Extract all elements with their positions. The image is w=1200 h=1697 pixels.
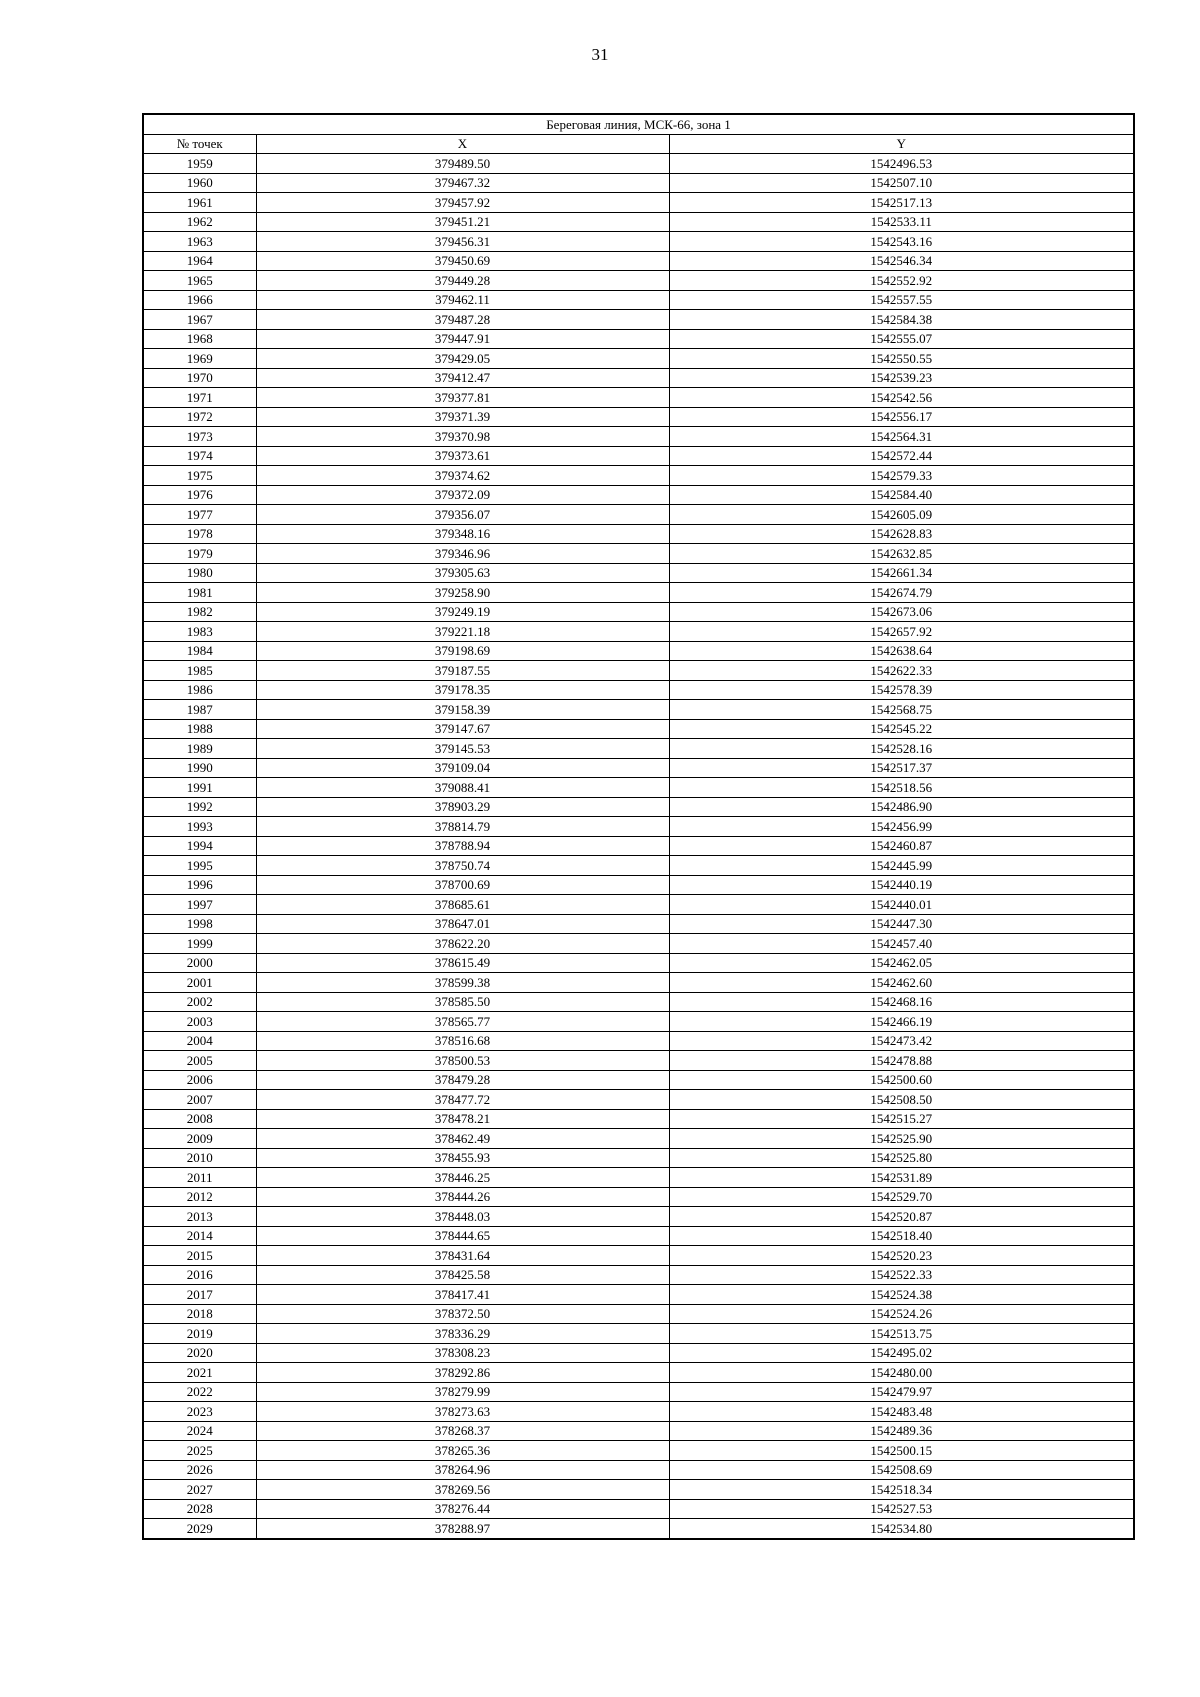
- y-coordinate-cell: 1542525.80: [669, 1148, 1134, 1168]
- x-coordinate-cell: 378500.53: [256, 1051, 669, 1071]
- point-number-cell: 1985: [143, 661, 256, 681]
- x-coordinate-cell: 378446.25: [256, 1168, 669, 1188]
- table-row: [143, 368, 1134, 388]
- x-coordinate-cell: 378462.49: [256, 1129, 669, 1149]
- y-coordinate-cell: 1542579.33: [669, 466, 1134, 486]
- table-row: [143, 1402, 1134, 1422]
- x-coordinate-cell: 378444.65: [256, 1226, 669, 1246]
- table-row: [143, 602, 1134, 622]
- y-coordinate-cell: 1542440.19: [669, 875, 1134, 895]
- table-row: [143, 505, 1134, 525]
- x-coordinate-cell: 378273.63: [256, 1402, 669, 1422]
- x-coordinate-cell: 378372.50: [256, 1304, 669, 1324]
- y-coordinate-cell: 1542568.75: [669, 700, 1134, 720]
- y-coordinate-cell: 1542556.17: [669, 407, 1134, 427]
- x-coordinate-cell: 378292.86: [256, 1363, 669, 1383]
- point-number-cell: 1976: [143, 485, 256, 505]
- table-body: [143, 154, 1134, 1539]
- y-coordinate-cell: 1542456.99: [669, 817, 1134, 837]
- table-row: [143, 1265, 1134, 1285]
- x-coordinate-cell: 378417.41: [256, 1285, 669, 1305]
- x-coordinate-cell: 379249.19: [256, 602, 669, 622]
- point-number-cell: 2001: [143, 973, 256, 993]
- table-row: [143, 407, 1134, 427]
- point-number-cell: 2004: [143, 1031, 256, 1051]
- point-number-cell: 1968: [143, 329, 256, 349]
- point-number-cell: 2029: [143, 1519, 256, 1539]
- y-coordinate-cell: 1542661.34: [669, 563, 1134, 583]
- point-number-cell: 1979: [143, 544, 256, 564]
- y-coordinate-cell: 1542638.64: [669, 641, 1134, 661]
- x-coordinate-cell: 378477.72: [256, 1090, 669, 1110]
- table-row: [143, 427, 1134, 447]
- x-coordinate-cell: 379198.69: [256, 641, 669, 661]
- point-number-cell: 1974: [143, 446, 256, 466]
- y-coordinate-cell: 1542520.87: [669, 1207, 1134, 1227]
- coordinates-table: [142, 113, 1135, 1540]
- table-row: [143, 485, 1134, 505]
- point-number-cell: 1986: [143, 680, 256, 700]
- x-coordinate-cell: 378788.94: [256, 836, 669, 856]
- x-coordinate-cell: 379346.96: [256, 544, 669, 564]
- point-number-cell: 2028: [143, 1499, 256, 1519]
- y-coordinate-cell: 1542483.48: [669, 1402, 1134, 1422]
- x-coordinate-cell: 379451.21: [256, 212, 669, 232]
- y-coordinate-cell: 1542578.39: [669, 680, 1134, 700]
- point-number-cell: 1989: [143, 739, 256, 759]
- point-number-cell: 2010: [143, 1148, 256, 1168]
- y-coordinate-cell: 1542572.44: [669, 446, 1134, 466]
- table-row: [143, 1480, 1134, 1500]
- x-coordinate-cell: 378615.49: [256, 953, 669, 973]
- x-coordinate-cell: 378268.37: [256, 1421, 669, 1441]
- table-header-row: [143, 134, 1134, 154]
- y-coordinate-cell: 1542508.69: [669, 1460, 1134, 1480]
- y-coordinate-cell: 1542542.56: [669, 388, 1134, 408]
- y-coordinate-cell: 1542584.40: [669, 485, 1134, 505]
- point-number-cell: 2027: [143, 1480, 256, 1500]
- x-coordinate-cell: 378444.26: [256, 1187, 669, 1207]
- y-coordinate-cell: 1542517.37: [669, 758, 1134, 778]
- point-number-cell: 2011: [143, 1168, 256, 1188]
- point-number-cell: 1982: [143, 602, 256, 622]
- y-coordinate-cell: 1542445.99: [669, 856, 1134, 876]
- point-number-cell: 1987: [143, 700, 256, 720]
- y-coordinate-cell: 1542460.87: [669, 836, 1134, 856]
- x-coordinate-cell: 379467.32: [256, 173, 669, 193]
- point-number-cell: 1997: [143, 895, 256, 915]
- y-coordinate-cell: 1542447.30: [669, 914, 1134, 934]
- x-coordinate-cell: 379373.61: [256, 446, 669, 466]
- x-coordinate-cell: 379429.05: [256, 349, 669, 369]
- y-coordinate-cell: 1542584.38: [669, 310, 1134, 330]
- x-coordinate-cell: 379371.39: [256, 407, 669, 427]
- point-number-cell: 1973: [143, 427, 256, 447]
- y-coordinate-cell: 1542500.15: [669, 1441, 1134, 1461]
- point-number-cell: 2018: [143, 1304, 256, 1324]
- x-coordinate-cell: 379145.53: [256, 739, 669, 759]
- point-number-cell: 2005: [143, 1051, 256, 1071]
- table-row: [143, 797, 1134, 817]
- y-coordinate-cell: 1542622.33: [669, 661, 1134, 681]
- y-coordinate-cell: 1542489.36: [669, 1421, 1134, 1441]
- y-coordinate-cell: 1542555.07: [669, 329, 1134, 349]
- y-coordinate-cell: 1542605.09: [669, 505, 1134, 525]
- y-coordinate-cell: 1542552.92: [669, 271, 1134, 291]
- x-coordinate-cell: 378814.79: [256, 817, 669, 837]
- table-row: [143, 914, 1134, 934]
- table-row: [143, 1051, 1134, 1071]
- y-coordinate-cell: 1542515.27: [669, 1109, 1134, 1129]
- x-coordinate-cell: 378585.50: [256, 992, 669, 1012]
- y-coordinate-cell: 1542478.88: [669, 1051, 1134, 1071]
- table-row: [143, 1129, 1134, 1149]
- table-row: [143, 739, 1134, 759]
- x-coordinate-cell: 379258.90: [256, 583, 669, 603]
- x-coordinate-cell: 378279.99: [256, 1382, 669, 1402]
- table-row: [143, 895, 1134, 915]
- y-coordinate-cell: 1542674.79: [669, 583, 1134, 603]
- table-row: [143, 349, 1134, 369]
- point-number-cell: 2009: [143, 1129, 256, 1149]
- x-coordinate-cell: 379187.55: [256, 661, 669, 681]
- x-coordinate-cell: 378455.93: [256, 1148, 669, 1168]
- y-coordinate-cell: 1542496.53: [669, 154, 1134, 174]
- point-number-cell: 1984: [143, 641, 256, 661]
- x-coordinate-cell: 378269.56: [256, 1480, 669, 1500]
- point-number-cell: 1988: [143, 719, 256, 739]
- table-row: [143, 953, 1134, 973]
- x-coordinate-cell: 378478.21: [256, 1109, 669, 1129]
- table-row: [143, 212, 1134, 232]
- x-coordinate-cell: 379447.91: [256, 329, 669, 349]
- table-row: [143, 329, 1134, 349]
- point-number-cell: 1967: [143, 310, 256, 330]
- table-row: [143, 524, 1134, 544]
- point-number-cell: 2021: [143, 1363, 256, 1383]
- point-number-cell: 1959: [143, 154, 256, 174]
- x-coordinate-cell: 379158.39: [256, 700, 669, 720]
- x-coordinate-cell: 379489.50: [256, 154, 669, 174]
- point-number-cell: 1977: [143, 505, 256, 525]
- table-row: [143, 1031, 1134, 1051]
- y-coordinate-cell: 1542534.80: [669, 1519, 1134, 1539]
- point-number-cell: 2007: [143, 1090, 256, 1110]
- point-number-cell: 1996: [143, 875, 256, 895]
- y-coordinate-cell: 1542543.16: [669, 232, 1134, 252]
- point-number-cell: 1965: [143, 271, 256, 291]
- x-coordinate-cell: 379487.28: [256, 310, 669, 330]
- table-row: [143, 1324, 1134, 1344]
- table-row: [143, 934, 1134, 954]
- y-coordinate-cell: 1542564.31: [669, 427, 1134, 447]
- x-coordinate-cell: 378685.61: [256, 895, 669, 915]
- point-number-cell: 1991: [143, 778, 256, 798]
- table-row: [143, 446, 1134, 466]
- x-coordinate-cell: 379449.28: [256, 271, 669, 291]
- y-coordinate-cell: 1542533.11: [669, 212, 1134, 232]
- y-coordinate-cell: 1542457.40: [669, 934, 1134, 954]
- table-row: [143, 680, 1134, 700]
- point-number-cell: 2026: [143, 1460, 256, 1480]
- y-coordinate-cell: 1542550.55: [669, 349, 1134, 369]
- table-row: [143, 563, 1134, 583]
- point-number-cell: 1972: [143, 407, 256, 427]
- y-coordinate-cell: 1542527.53: [669, 1499, 1134, 1519]
- point-number-cell: 2019: [143, 1324, 256, 1344]
- table-row: [143, 700, 1134, 720]
- point-number-cell: 1975: [143, 466, 256, 486]
- point-number-cell: 1966: [143, 290, 256, 310]
- y-coordinate-cell: 1542479.97: [669, 1382, 1134, 1402]
- table-row: [143, 251, 1134, 271]
- table-row: [143, 719, 1134, 739]
- table-row: [143, 1168, 1134, 1188]
- y-coordinate-cell: 1542539.23: [669, 368, 1134, 388]
- y-coordinate-cell: 1542546.34: [669, 251, 1134, 271]
- point-number-cell: 1993: [143, 817, 256, 837]
- y-coordinate-cell: 1542513.75: [669, 1324, 1134, 1344]
- y-coordinate-cell: 1542468.16: [669, 992, 1134, 1012]
- y-coordinate-cell: 1542528.16: [669, 739, 1134, 759]
- point-number-cell: 1978: [143, 524, 256, 544]
- table-title-row: [143, 114, 1134, 134]
- table-title: Береговая линия, МСК-66, зона 1: [143, 114, 1134, 134]
- x-coordinate-cell: 379305.63: [256, 563, 669, 583]
- table-row: [143, 661, 1134, 681]
- table-row: [143, 1285, 1134, 1305]
- table-row: [143, 641, 1134, 661]
- x-coordinate-cell: 378647.01: [256, 914, 669, 934]
- y-coordinate-cell: 1542657.92: [669, 622, 1134, 642]
- table-row: [143, 1382, 1134, 1402]
- point-number-cell: 1981: [143, 583, 256, 603]
- table-row: [143, 1460, 1134, 1480]
- point-number-cell: 2024: [143, 1421, 256, 1441]
- table-row: [143, 1090, 1134, 1110]
- point-number-cell: 2016: [143, 1265, 256, 1285]
- table-row: [143, 1070, 1134, 1090]
- x-coordinate-cell: 379221.18: [256, 622, 669, 642]
- table-row: [143, 1226, 1134, 1246]
- y-coordinate-cell: 1542508.50: [669, 1090, 1134, 1110]
- point-number-cell: 1994: [143, 836, 256, 856]
- point-number-cell: 1970: [143, 368, 256, 388]
- table-row: [143, 1109, 1134, 1129]
- x-coordinate-cell: 379372.09: [256, 485, 669, 505]
- point-number-cell: 1980: [143, 563, 256, 583]
- table-row: [143, 1499, 1134, 1519]
- table-row: [143, 622, 1134, 642]
- table-row: [143, 1363, 1134, 1383]
- x-coordinate-cell: 379348.16: [256, 524, 669, 544]
- point-number-cell: 1992: [143, 797, 256, 817]
- x-coordinate-cell: 378425.58: [256, 1265, 669, 1285]
- table-row: [143, 1441, 1134, 1461]
- y-coordinate-cell: 1542507.10: [669, 173, 1134, 193]
- point-number-cell: 2014: [143, 1226, 256, 1246]
- table-row: [143, 1421, 1134, 1441]
- table-row: [143, 232, 1134, 252]
- x-coordinate-cell: 379370.98: [256, 427, 669, 447]
- point-number-cell: 2023: [143, 1402, 256, 1422]
- column-header-y: Y: [669, 134, 1134, 154]
- point-number-cell: 1990: [143, 758, 256, 778]
- point-number-cell: 1963: [143, 232, 256, 252]
- table-row: [143, 173, 1134, 193]
- x-coordinate-cell: 378565.77: [256, 1012, 669, 1032]
- point-number-cell: 1969: [143, 349, 256, 369]
- y-coordinate-cell: 1542522.33: [669, 1265, 1134, 1285]
- table-row: [143, 778, 1134, 798]
- x-coordinate-cell: 378336.29: [256, 1324, 669, 1344]
- point-number-cell: 1971: [143, 388, 256, 408]
- point-number-cell: 2006: [143, 1070, 256, 1090]
- table-row: [143, 875, 1134, 895]
- y-coordinate-cell: 1542518.56: [669, 778, 1134, 798]
- x-coordinate-cell: 379147.67: [256, 719, 669, 739]
- y-coordinate-cell: 1542531.89: [669, 1168, 1134, 1188]
- x-coordinate-cell: 379088.41: [256, 778, 669, 798]
- table-row: [143, 154, 1134, 174]
- y-coordinate-cell: 1542440.01: [669, 895, 1134, 915]
- table-row: [143, 1148, 1134, 1168]
- x-coordinate-cell: 379412.47: [256, 368, 669, 388]
- y-coordinate-cell: 1542517.13: [669, 193, 1134, 213]
- x-coordinate-cell: 378265.36: [256, 1441, 669, 1461]
- y-coordinate-cell: 1542462.05: [669, 953, 1134, 973]
- y-coordinate-cell: 1542473.42: [669, 1031, 1134, 1051]
- column-header-x: X: [256, 134, 669, 154]
- point-number-cell: 1964: [143, 251, 256, 271]
- table-row: [143, 1207, 1134, 1227]
- y-coordinate-cell: 1542518.34: [669, 1480, 1134, 1500]
- point-number-cell: 2000: [143, 953, 256, 973]
- point-number-cell: 2012: [143, 1187, 256, 1207]
- table-row: [143, 1246, 1134, 1266]
- point-number-cell: 1961: [143, 193, 256, 213]
- x-coordinate-cell: 379374.62: [256, 466, 669, 486]
- x-coordinate-cell: 378622.20: [256, 934, 669, 954]
- y-coordinate-cell: 1542520.23: [669, 1246, 1134, 1266]
- point-number-cell: 1960: [143, 173, 256, 193]
- x-coordinate-cell: 379178.35: [256, 680, 669, 700]
- table-row: [143, 290, 1134, 310]
- table-row: [143, 544, 1134, 564]
- y-coordinate-cell: 1542545.22: [669, 719, 1134, 739]
- table-row: [143, 1519, 1134, 1539]
- point-number-cell: 1999: [143, 934, 256, 954]
- table-row: [143, 758, 1134, 778]
- y-coordinate-cell: 1542557.55: [669, 290, 1134, 310]
- point-number-cell: 1995: [143, 856, 256, 876]
- page-number: 31: [591, 45, 609, 64]
- column-header-point-number: № точек: [143, 134, 256, 154]
- table-row: [143, 310, 1134, 330]
- x-coordinate-cell: 379457.92: [256, 193, 669, 213]
- point-number-cell: 2003: [143, 1012, 256, 1032]
- point-number-cell: 2015: [143, 1246, 256, 1266]
- x-coordinate-cell: 379377.81: [256, 388, 669, 408]
- table-row: [143, 583, 1134, 603]
- y-coordinate-cell: 1542500.60: [669, 1070, 1134, 1090]
- x-coordinate-cell: 378700.69: [256, 875, 669, 895]
- y-coordinate-cell: 1542529.70: [669, 1187, 1134, 1207]
- x-coordinate-cell: 379450.69: [256, 251, 669, 271]
- point-number-cell: 2002: [143, 992, 256, 1012]
- y-coordinate-cell: 1542518.40: [669, 1226, 1134, 1246]
- y-coordinate-cell: 1542486.90: [669, 797, 1134, 817]
- table-row: [143, 817, 1134, 837]
- x-coordinate-cell: 379109.04: [256, 758, 669, 778]
- table-row: [143, 973, 1134, 993]
- table-row: [143, 1012, 1134, 1032]
- x-coordinate-cell: 378276.44: [256, 1499, 669, 1519]
- table-row: [143, 992, 1134, 1012]
- table-row: [143, 388, 1134, 408]
- point-number-cell: 2025: [143, 1441, 256, 1461]
- y-coordinate-cell: 1542673.06: [669, 602, 1134, 622]
- point-number-cell: 1962: [143, 212, 256, 232]
- point-number-cell: 1998: [143, 914, 256, 934]
- x-coordinate-cell: 379356.07: [256, 505, 669, 525]
- x-coordinate-cell: 378431.64: [256, 1246, 669, 1266]
- point-number-cell: 2020: [143, 1343, 256, 1363]
- table-row: [143, 1304, 1134, 1324]
- x-coordinate-cell: 379462.11: [256, 290, 669, 310]
- table-row: [143, 193, 1134, 213]
- table-row: [143, 836, 1134, 856]
- y-coordinate-cell: 1542628.83: [669, 524, 1134, 544]
- point-number-cell: 2008: [143, 1109, 256, 1129]
- y-coordinate-cell: 1542466.19: [669, 1012, 1134, 1032]
- point-number-cell: 2017: [143, 1285, 256, 1305]
- table-row: [143, 271, 1134, 291]
- x-coordinate-cell: 378516.68: [256, 1031, 669, 1051]
- y-coordinate-cell: 1542524.38: [669, 1285, 1134, 1305]
- table-row: [143, 1343, 1134, 1363]
- table-row: [143, 1187, 1134, 1207]
- x-coordinate-cell: 378264.96: [256, 1460, 669, 1480]
- x-coordinate-cell: 378903.29: [256, 797, 669, 817]
- y-coordinate-cell: 1542525.90: [669, 1129, 1134, 1149]
- point-number-cell: 1983: [143, 622, 256, 642]
- y-coordinate-cell: 1542495.02: [669, 1343, 1134, 1363]
- y-coordinate-cell: 1542480.00: [669, 1363, 1134, 1383]
- point-number-cell: 2022: [143, 1382, 256, 1402]
- y-coordinate-cell: 1542524.26: [669, 1304, 1134, 1324]
- x-coordinate-cell: 378599.38: [256, 973, 669, 993]
- x-coordinate-cell: 378288.97: [256, 1519, 669, 1539]
- x-coordinate-cell: 378479.28: [256, 1070, 669, 1090]
- x-coordinate-cell: 378750.74: [256, 856, 669, 876]
- y-coordinate-cell: 1542632.85: [669, 544, 1134, 564]
- x-coordinate-cell: 378308.23: [256, 1343, 669, 1363]
- y-coordinate-cell: 1542462.60: [669, 973, 1134, 993]
- x-coordinate-cell: 379456.31: [256, 232, 669, 252]
- x-coordinate-cell: 378448.03: [256, 1207, 669, 1227]
- point-number-cell: 2013: [143, 1207, 256, 1227]
- table-row: [143, 856, 1134, 876]
- table-row: [143, 466, 1134, 486]
